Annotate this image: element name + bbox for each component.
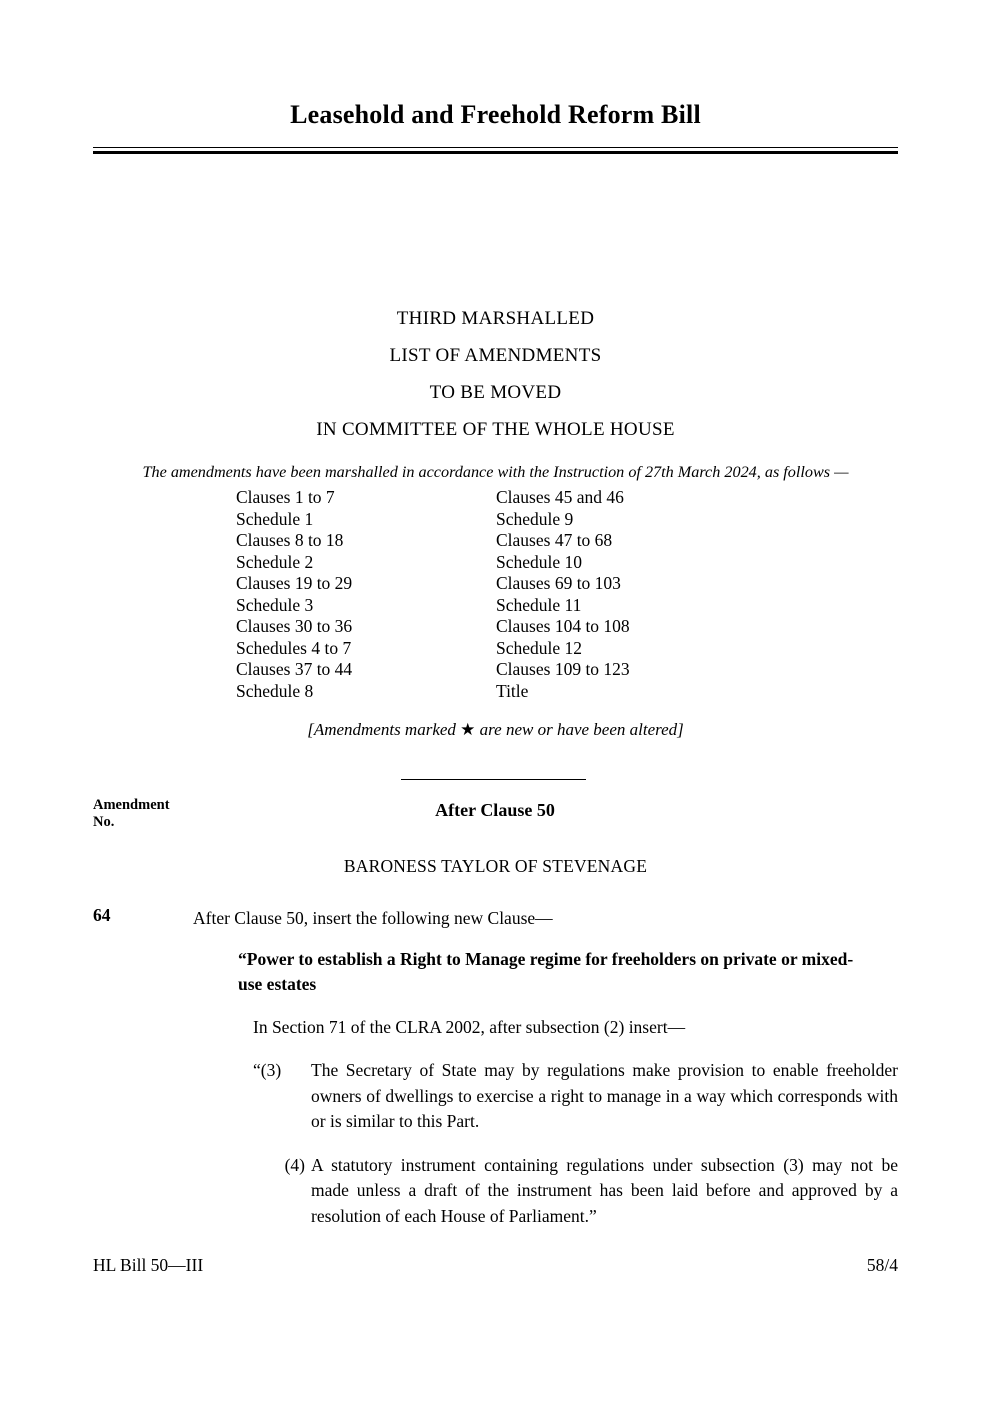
masthead [93,100,898,154]
subsection-3 [253,1058,898,1135]
list-item: Schedule 11 [496,594,582,615]
footer-bill-reference: HL Bill 50—III [93,1255,204,1275]
marshalling-note: The amendments have been marshalled in accordance with the Instruction of 27th March 2024, as follows — [142,463,849,481]
star-icon: ★ [460,720,476,739]
list-item: Schedules 4 to 7 [236,637,352,658]
section-divider-rule [401,779,586,780]
heading-line-3: TO BE MOVED [429,382,562,403]
list-item: Clauses 8 to 18 [236,530,344,550]
list-item: Schedule 8 [236,680,314,701]
document-heading-block [93,300,898,448]
list-item: Clauses 37 to 44 [236,659,353,679]
list-item: Schedule 10 [496,551,583,572]
star-note-suffix: are new or have been altered] [475,720,684,739]
list-item: Clauses 30 to 36 [236,616,353,636]
amendment-no-label-line2: No. [93,814,115,830]
new-clause-title: “Power to establish a Right to Manage regime for freeholders on private or mixed-use estates [238,949,854,994]
subsection-3-marker: “(3) [253,1060,282,1080]
star-note [93,720,898,740]
masthead-rule-thick [93,151,898,154]
clause-list-left-column [236,487,496,702]
amendment-number: 64 [93,905,111,925]
list-item: Clauses 104 to 108 [496,616,630,636]
list-item: Clauses 19 to 29 [236,573,353,593]
list-item: Clauses 109 to 123 [496,659,630,679]
clause-list-right-column [496,487,756,702]
subsection-4-text: A statutory instrument containing regulations under subsection (3) may not be made unless a draft of the instrument has been laid before and approved by a resolution of each House of Parliament.” [311,1154,898,1226]
list-item: Schedule 12 [496,637,583,658]
footer-page-number: 58/4 [866,1255,898,1275]
clause-list [236,487,796,702]
subsection-4-marker: (4) [284,1154,305,1175]
list-item: Clauses 47 to 68 [496,530,613,550]
amendment-block [93,905,898,1229]
list-item: Schedule 2 [236,551,314,572]
subsection-3-text: The Secretary of State may by regulations make provision to enable freeholder owners of dwellings to exercise a right to manage in a way which corresponds with or is similar to this Part. [311,1060,898,1131]
sponsor-name: BARONESS TAYLOR OF STEVENAGE [343,856,648,876]
heading-line-1: THIRD MARSHALLED [396,308,595,329]
amendment-lead-text: After Clause 50, insert the following new Clause— [193,908,553,928]
list-item: Schedule 9 [496,508,574,529]
list-item: Title [496,680,529,701]
list-item: Clauses 1 to 7 [236,487,335,507]
list-item: Schedule 3 [236,594,314,615]
page-title: Leasehold and Freehold Reform Bill [290,100,701,129]
section-heading: After Clause 50 [435,800,555,820]
heading-line-2: LIST OF AMENDMENTS [389,345,602,366]
star-note-prefix: [Amendments marked [307,720,461,739]
page-footer [93,1255,898,1276]
amendment-lead-row [93,905,898,931]
insert-instruction: In Section 71 of the CLRA 2002, after subsection (2) insert— [253,1017,686,1037]
masthead-double-rule [93,147,898,154]
list-item: Clauses 45 and 46 [496,487,624,507]
amendment-no-label-line1: Amendment [93,797,170,813]
list-item: Schedule 1 [236,508,314,529]
list-item: Clauses 69 to 103 [496,573,621,593]
heading-line-4: IN COMMITTEE OF THE WHOLE HOUSE [316,419,675,440]
subsection-4 [253,1153,898,1230]
amendment-no-label [93,797,223,831]
